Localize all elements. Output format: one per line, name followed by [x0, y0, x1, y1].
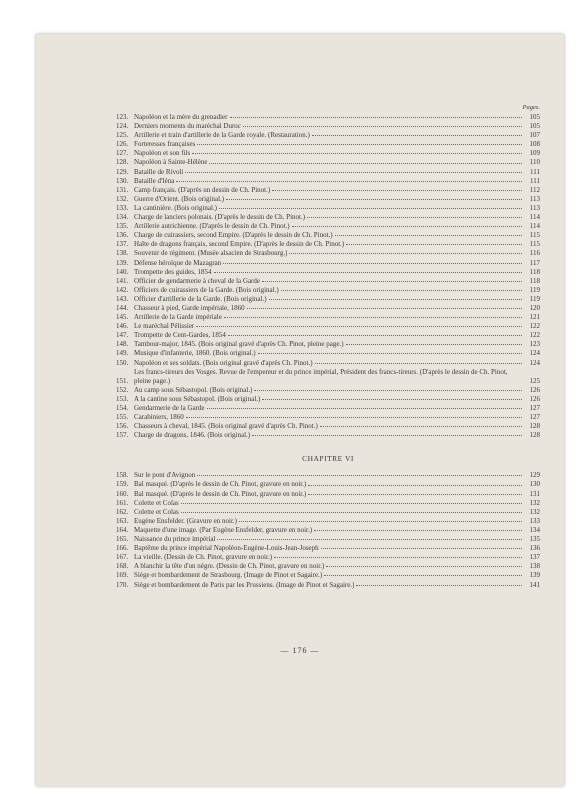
list-item [116, 313, 540, 322]
entry-page-number: 119 [529, 285, 540, 294]
entry-page-number: 131 [529, 489, 540, 498]
dot-leader [315, 363, 522, 364]
entry-body [134, 413, 524, 422]
entry-body [134, 386, 524, 395]
list-item [116, 431, 540, 440]
list-item [116, 131, 540, 140]
entry-number: 129. [116, 167, 129, 176]
entry-number: 154. [116, 404, 129, 412]
entry-page-number: 118 [529, 267, 540, 276]
entry-number: 140. [116, 267, 129, 276]
entry-title: Halte de dragons français, second Empire. (D'après le dessin de Ch. Pinot.) [134, 240, 345, 249]
entry-title: Napoléon et son fils [134, 149, 191, 158]
entry-body [134, 122, 524, 131]
entry-number: 131. [116, 185, 129, 194]
entry-number: 138. [116, 249, 129, 258]
entry-title: Guerre d'Orient. (Bois original.) [134, 194, 225, 203]
entry-title: Carabiniers, 1860 [134, 413, 184, 422]
list-item [116, 331, 540, 340]
entry-number: 159. [116, 480, 129, 489]
dot-leader [224, 317, 522, 318]
entry-title: Artillerie autrichienne. (D'après le dessin de Ch. Pinot.) [134, 222, 290, 231]
entry-title: Chasseur à pied, Garde impériale, 1860 [134, 303, 245, 312]
book-page [36, 34, 564, 786]
list-item [116, 571, 540, 580]
entry-number: 148. [116, 340, 129, 349]
dot-leader [254, 390, 522, 391]
pages-column-label: Pages. [522, 104, 540, 111]
dot-leader [186, 417, 522, 418]
list-item [116, 304, 540, 313]
list-item [116, 562, 540, 571]
entry-title: A la cantine sous Sébastopol. (Bois original.) [134, 394, 261, 403]
dot-leader [326, 566, 522, 567]
entry-title: Bataille de Rivoli [134, 167, 184, 176]
entry-page-number: 137 [529, 553, 540, 562]
list-item [116, 158, 540, 167]
entry-number: 132. [116, 194, 129, 203]
entry-page-number: 115 [529, 240, 540, 249]
entry-page-number: 114 [529, 222, 540, 231]
entry-title: La cantinière. (Bois original.) [134, 203, 217, 212]
entry-title: Trompette de Cent-Gardes, 1854 [134, 331, 226, 340]
dot-leader [176, 181, 522, 182]
entry-page-number: 121 [529, 313, 540, 322]
entry-number: 170. [116, 580, 129, 589]
entry-page-number: 129 [529, 471, 540, 480]
entry-number: 155. [116, 413, 129, 422]
list-item [116, 471, 540, 480]
entry-title: Charge de cuirassiers, second Empire. (D'après le dessin de Ch. Pinot.) [134, 231, 333, 240]
entry-title: Officier de gendarmerie à cheval de la Garde [134, 276, 260, 285]
entry-number: 161. [116, 498, 129, 507]
list-item [116, 359, 540, 368]
entry-body [134, 349, 524, 358]
list-item [116, 517, 540, 526]
entry-page-number: 114 [529, 213, 540, 222]
dot-leader [247, 308, 522, 309]
entry-body [134, 222, 524, 231]
list-item [116, 204, 540, 213]
entry-title: Bal masqué. (D'après le dessin de Ch. Pinot, gravure en noir.) [134, 489, 307, 498]
list-item [116, 231, 540, 240]
entry-page-number: 138 [529, 562, 540, 571]
entry-number: 152. [116, 385, 129, 394]
entry-title: Napoléon et ses soldats. (Bois original gravé d'après Ch. Pinot.) [134, 358, 313, 367]
entry-number: 149. [116, 349, 129, 358]
dot-leader [192, 153, 522, 154]
entry-body [134, 499, 524, 508]
dot-leader [289, 253, 522, 254]
list-item [116, 535, 540, 544]
list-item [116, 413, 540, 422]
entry-body [134, 490, 524, 499]
entry-title: Officier d'artillerie de la Garde. (Bois original.) [134, 294, 267, 303]
entry-number: 133. [116, 203, 129, 212]
entry-number: 127. [116, 149, 129, 158]
list-item [116, 340, 540, 349]
entry-page-number: 109 [529, 149, 540, 158]
dot-leader [269, 299, 522, 300]
entry-page-number: 118 [529, 276, 540, 285]
list-item [116, 240, 540, 249]
entry-title: Sur le pont d'Avignon [134, 471, 196, 480]
list-item [116, 168, 540, 177]
entry-title: Musique d'infanterie, 1860. (Bois original.) [134, 349, 256, 358]
entry-body [134, 177, 524, 186]
entry-body [134, 544, 524, 553]
entry-page-number: 115 [529, 231, 540, 240]
entry-page-number: 134 [529, 525, 540, 534]
entry-number: 167. [116, 553, 129, 562]
page-number: — 176 — [280, 646, 320, 655]
dot-leader [335, 235, 522, 236]
entry-body [134, 422, 524, 431]
entry-number: 135. [116, 222, 129, 231]
entry-page-number: 105 [529, 113, 540, 121]
list-item [116, 249, 540, 258]
dot-leader [226, 199, 522, 200]
dot-leader [320, 426, 522, 427]
entry-body [134, 508, 524, 517]
entry-title: Colette et Colas [134, 507, 179, 516]
entry-page-number: 132 [529, 498, 540, 507]
entry-body [134, 581, 524, 590]
entry-number: 128. [116, 158, 129, 167]
entry-title: Napoléon à Sainte-Hélène [134, 158, 208, 167]
entry-page-number: 128 [529, 431, 540, 440]
entry-title: Les francs-tireurs des Vosges. Revue de l'empereur et du prince impérial, Président des francs-tireurs. (D'après le dessin de Ch. Pinot, pleine page.) [134, 367, 508, 385]
entry-body [134, 195, 524, 204]
list-item [116, 508, 540, 517]
entry-number: 168. [116, 562, 129, 571]
entry-body [134, 526, 524, 535]
list-item [116, 259, 540, 268]
dot-leader [217, 539, 522, 540]
entry-body [134, 277, 524, 286]
entry-number: 144. [116, 303, 129, 312]
entry-number: 153. [116, 394, 129, 403]
entry-page-number: 117 [529, 258, 540, 267]
dot-leader [252, 435, 522, 436]
dot-leader [262, 281, 522, 282]
list-item [116, 395, 540, 404]
chapter-heading: CHAPITRE VI [302, 454, 354, 464]
dot-leader [228, 335, 522, 336]
entry-title: Charge de dragons, 1846. (Bois original.) [134, 431, 251, 440]
entry-body [134, 204, 524, 213]
dot-leader [308, 485, 522, 486]
entry-title: La vieille. (Dessin de Ch. Pinot, gravure en noir.) [134, 553, 273, 562]
list-item [116, 295, 540, 304]
entry-title: Trompette des guides, 1854 [134, 267, 212, 276]
list-item [116, 186, 540, 195]
entry-page-number: 122 [529, 331, 540, 340]
entry-body [134, 404, 524, 413]
list-item [116, 404, 540, 413]
entry-body [134, 158, 524, 167]
list-item [116, 490, 540, 499]
entry-title: Siège et bombardement de Strasbourg. (Image de Pinot et Sagaire.) [134, 571, 323, 580]
entry-page-number: 113 [529, 203, 540, 212]
list-item [116, 526, 540, 535]
list-item [116, 422, 540, 431]
list-item [116, 322, 540, 331]
entry-number: 165. [116, 535, 129, 544]
list-item [116, 268, 540, 277]
entry-body [134, 259, 524, 268]
dot-leader [292, 226, 522, 227]
entry-number: 139. [116, 258, 129, 267]
dot-leader [214, 272, 522, 273]
dot-leader [262, 399, 522, 400]
list-item [116, 113, 540, 122]
entries-list-1 [116, 113, 540, 440]
entry-title: Eugène Ensfelder. (Gravure en noir.) [134, 516, 238, 525]
entry-title: Naissance du prince impérial [134, 535, 216, 544]
entry-page-number: 127 [529, 413, 540, 422]
entry-title: Défense héroïque de Mazagran [134, 258, 222, 267]
entry-page-number: 113 [529, 194, 540, 203]
list-item [116, 277, 540, 286]
dot-leader [321, 548, 522, 549]
dot-leader [185, 172, 522, 173]
dot-leader [209, 163, 522, 164]
entry-number: 141. [116, 276, 129, 285]
entry-page-number: 111 [530, 167, 540, 176]
entry-page-number: 108 [529, 140, 540, 149]
entry-number: 160. [116, 489, 129, 498]
entry-number: 126. [116, 140, 129, 149]
entry-number: 166. [116, 544, 129, 553]
entry-body [134, 268, 524, 277]
entry-page-number: 136 [529, 544, 540, 553]
list-item [116, 222, 540, 231]
entry-number: 147. [116, 331, 129, 340]
dot-leader [274, 557, 522, 558]
entry-page-number: 132 [529, 507, 540, 516]
entry-body [134, 304, 524, 313]
dot-leader [219, 208, 522, 209]
entry-page-number: 126 [529, 394, 540, 403]
list-item [116, 177, 540, 186]
entry-body [134, 517, 524, 526]
entry-number: 143. [116, 294, 129, 303]
entry-body [134, 149, 524, 158]
entry-body [134, 240, 524, 249]
dot-leader [307, 217, 522, 218]
entry-body [134, 368, 524, 386]
entry-number: 125. [116, 131, 129, 140]
entry-title: Souvenir de régiment. (Musée alsacien de Strasbourg.) [134, 249, 288, 258]
dot-leader [258, 353, 522, 354]
entry-number: 142. [116, 285, 129, 294]
entry-title: Derniers moments du maréchal Duroc [134, 122, 241, 131]
entry-page-number: 107 [529, 131, 540, 140]
entry-body [134, 313, 524, 322]
list-item [116, 480, 540, 489]
dot-leader [181, 512, 522, 513]
entry-page-number: 124 [529, 349, 540, 358]
dot-leader [346, 244, 522, 245]
entry-number: 151. [116, 376, 129, 385]
entry-title: Siège et bombardement de Paris par les Prussiens. (Image de Pinot et Sagaire.) [134, 580, 355, 589]
dot-leader [346, 344, 522, 345]
entry-number: 150. [116, 358, 129, 367]
table-of-illustrations [116, 104, 540, 590]
entry-body [134, 562, 524, 571]
entry-title: Colette et Colas [134, 498, 179, 507]
entry-number: 123. [116, 113, 129, 121]
list-item [116, 386, 540, 395]
entry-title: A blanchir la tête d'un nègre. (Dessin de Ch. Pinot, gravure en noir.) [134, 562, 325, 571]
list-item [116, 349, 540, 358]
entry-page-number: 125 [529, 376, 540, 385]
list-item [116, 213, 540, 222]
entry-body [134, 231, 524, 240]
entry-title: Le maréchal Pélissier [134, 322, 195, 331]
entry-page-number: 124 [529, 358, 540, 367]
list-item [116, 286, 540, 295]
dot-leader [314, 530, 522, 531]
entry-body [134, 480, 524, 489]
entry-body [134, 535, 524, 544]
entry-body [134, 322, 524, 331]
dot-leader [308, 494, 522, 495]
entry-title: Maquette d'une image. (Par Eugène Ensfelder, gravure en noir.) [134, 525, 313, 534]
entry-number: 124. [116, 122, 129, 131]
entry-number: 130. [116, 176, 129, 185]
entry-body [134, 113, 524, 122]
dot-leader [312, 135, 522, 136]
entry-body [134, 471, 524, 480]
entry-title: Artillerie de la Garde impériale [134, 313, 222, 322]
entry-title: Charge de lanciers polonais. (D'après le dessin de Ch. Pinot.) [134, 213, 306, 222]
entry-body [134, 331, 524, 340]
entry-page-number: 120 [529, 303, 540, 312]
entry-body [134, 140, 524, 149]
list-item [116, 544, 540, 553]
dot-leader [230, 117, 523, 118]
entry-body [134, 553, 524, 562]
entry-page-number: 133 [529, 516, 540, 525]
entry-body [134, 213, 524, 222]
entry-title: Artillerie et train d'artillerie de la Garde royale. (Restauration.) [134, 131, 310, 140]
entry-page-number: 116 [529, 249, 540, 258]
entry-page-number: 110 [529, 158, 540, 167]
entry-page-number: 127 [529, 404, 540, 412]
entry-number: 146. [116, 322, 129, 331]
entry-number: 145. [116, 313, 129, 322]
entry-body [134, 340, 524, 349]
entry-title: Au camp sous Sébastopol. (Bois original.) [134, 385, 253, 394]
dot-leader [197, 144, 522, 145]
dot-leader [324, 575, 522, 576]
entry-page-number: 122 [529, 322, 540, 331]
entry-body [134, 168, 524, 177]
list-item [116, 581, 540, 590]
list-item [116, 195, 540, 204]
entry-page-number: 141 [529, 580, 540, 589]
list-item [116, 149, 540, 158]
entry-page-number: 111 [530, 176, 540, 185]
entry-page-number: 135 [529, 535, 540, 544]
entry-page-number: 139 [529, 571, 540, 580]
entry-body [134, 359, 524, 368]
entry-number: 136. [116, 231, 129, 240]
entry-page-number: 112 [529, 185, 540, 194]
entry-page-number: 123 [529, 340, 540, 349]
entries-list-2 [116, 471, 540, 589]
entry-title: Napoléon et la mère du grenadier [134, 113, 228, 121]
list-item [116, 368, 540, 386]
entry-number: 158. [116, 471, 129, 480]
dot-leader [239, 521, 522, 522]
entry-page-number: 128 [529, 422, 540, 431]
list-item [116, 122, 540, 131]
entry-title: Bal masqué. (D'après le dessin de Ch. Pinot, gravure en noir.) [134, 480, 307, 489]
entry-title: Tambour-major, 1845. (Bois original gravé d'après Ch. Pinot, pleine page.) [134, 340, 344, 349]
entry-title: Gendarmerie de la Garde [134, 404, 205, 412]
dot-leader [196, 326, 522, 327]
entry-body [134, 295, 524, 304]
entry-page-number: 105 [529, 122, 540, 131]
entry-body [134, 571, 524, 580]
dot-leader [272, 190, 522, 191]
dot-leader [181, 503, 522, 504]
entry-number: 156. [116, 422, 129, 431]
entry-number: 134. [116, 213, 129, 222]
entry-body [134, 131, 524, 140]
entry-number: 137. [116, 240, 129, 249]
dot-leader [223, 263, 522, 264]
entry-title: Officiers de cuirassiers de la Garde. (Bois original.) [134, 285, 279, 294]
dot-leader [281, 290, 522, 291]
entry-number: 157. [116, 431, 129, 440]
entry-body [134, 431, 524, 440]
dot-leader [207, 408, 522, 409]
entry-body [134, 395, 524, 404]
entry-number: 162. [116, 507, 129, 516]
entry-page-number: 130 [529, 480, 540, 489]
list-item [116, 553, 540, 562]
entry-body [134, 286, 524, 295]
entry-number: 164. [116, 525, 129, 534]
list-item [116, 140, 540, 149]
entry-title: Camp français. (D'après un dessin de Ch. Pinot.) [134, 185, 271, 194]
entry-page-number: 126 [529, 385, 540, 394]
entry-body [134, 249, 524, 258]
entry-number: 163. [116, 516, 129, 525]
dot-leader [197, 475, 522, 476]
entry-title: Forteresses françaises [134, 140, 196, 149]
entry-title: Bataille d'Iéna [134, 176, 175, 185]
dot-leader [243, 126, 522, 127]
dot-leader [356, 585, 522, 586]
entry-title: Baptême du prince impérial Napoléon-Eugène-Louis-Jean-Joseph [134, 544, 319, 553]
entry-page-number: 119 [529, 294, 540, 303]
list-item [116, 499, 540, 508]
entry-number: 169. [116, 571, 129, 580]
entry-title: Chasseurs à cheval, 1845. (Bois original gravé d'après Ch. Pinot.) [134, 422, 318, 431]
entry-body [134, 186, 524, 195]
